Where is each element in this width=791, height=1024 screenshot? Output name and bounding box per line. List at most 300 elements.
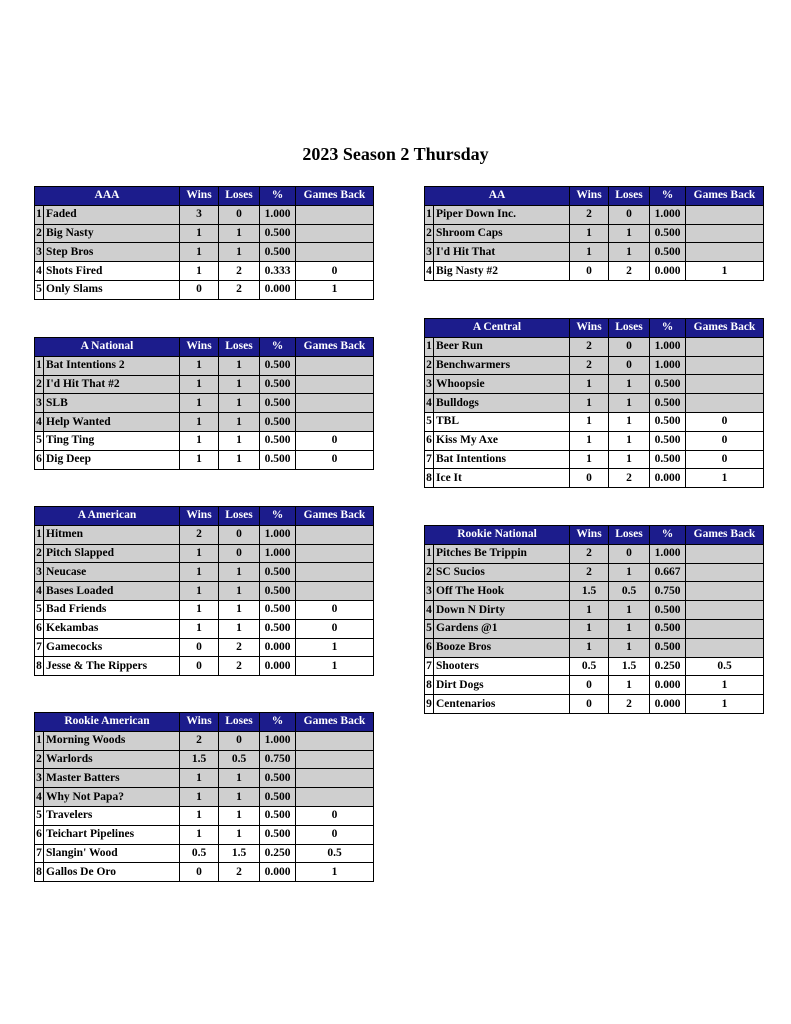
division-header: A Central [425, 319, 570, 338]
loses-cell: 0 [219, 525, 260, 544]
pct-cell: 0.000 [650, 469, 686, 488]
pct-cell: 0.500 [260, 582, 296, 601]
games-back-cell [686, 224, 764, 243]
pct-cell: 0.500 [260, 413, 296, 432]
team-name: Down N Dirty [434, 601, 570, 620]
table-row [425, 582, 764, 601]
games-back-cell [686, 337, 764, 356]
team-name: Shots Fired [44, 262, 180, 281]
table-header-row [425, 526, 764, 545]
games-back-cell: 0 [296, 825, 374, 844]
loses-cell: 0.5 [219, 750, 260, 769]
loses-cell: 2 [219, 657, 260, 676]
table-row [35, 619, 374, 638]
rank-cell: 6 [35, 619, 44, 638]
rank-cell: 5 [35, 431, 44, 450]
rank-cell: 1 [425, 337, 434, 356]
pct-cell: 1.000 [650, 337, 686, 356]
standings-table [34, 712, 374, 882]
games-back-cell: 0 [296, 262, 374, 281]
pct-cell: 1.000 [650, 205, 686, 224]
pct-cell: 0.500 [650, 412, 686, 431]
team-name: Gamecocks [44, 638, 180, 657]
wins-cell: 1 [570, 394, 609, 413]
rank-cell: 5 [425, 412, 434, 431]
rank-cell: 2 [35, 544, 44, 563]
pct-cell: 0.500 [650, 619, 686, 638]
games-back-cell: 1 [686, 695, 764, 714]
loses-cell: 1 [609, 412, 650, 431]
loses-cell: 2 [219, 638, 260, 657]
wins-cell: 2 [570, 337, 609, 356]
pct-header: % [260, 713, 296, 732]
table-row [425, 544, 764, 563]
loses-cell: 1 [219, 563, 260, 582]
pct-cell: 0.000 [650, 676, 686, 695]
table-row [425, 676, 764, 695]
table-row [35, 375, 374, 394]
wins-cell: 2 [570, 205, 609, 224]
games-back-cell: 0.5 [686, 657, 764, 676]
pct-cell: 0.250 [650, 657, 686, 676]
games-back-cell [686, 205, 764, 224]
wins-cell: 1 [180, 413, 219, 432]
loses-header: Loses [609, 526, 650, 545]
loses-cell: 1 [609, 450, 650, 469]
table-row [425, 375, 764, 394]
rank-cell: 4 [425, 262, 434, 281]
loses-cell: 0 [219, 205, 260, 224]
rank-cell: 1 [425, 544, 434, 563]
table-row [35, 224, 374, 243]
pct-header: % [260, 507, 296, 526]
wins-cell: 0.5 [180, 844, 219, 863]
wins-cell: 1 [570, 450, 609, 469]
wins-cell: 1 [570, 224, 609, 243]
team-name: Pitches Be Trippin [434, 544, 570, 563]
games-back-cell: 0 [296, 619, 374, 638]
rank-cell: 2 [425, 356, 434, 375]
loses-cell: 1 [219, 224, 260, 243]
rank-cell: 5 [425, 619, 434, 638]
loses-cell: 2 [219, 262, 260, 281]
team-name: Travelers [44, 806, 180, 825]
pct-cell: 0.333 [260, 262, 296, 281]
pct-cell: 0.500 [260, 450, 296, 469]
team-name: I'd Hit That #2 [44, 375, 180, 394]
wins-header: Wins [180, 338, 219, 357]
pct-cell: 0.000 [260, 280, 296, 299]
wins-cell: 1.5 [180, 750, 219, 769]
pct-cell: 1.000 [260, 525, 296, 544]
wins-cell: 0 [570, 695, 609, 714]
rank-cell: 1 [425, 205, 434, 224]
pct-cell: 0.000 [650, 262, 686, 281]
table-row [35, 638, 374, 657]
wins-cell: 1 [180, 825, 219, 844]
standings-table [424, 525, 764, 714]
rank-cell: 5 [35, 600, 44, 619]
pct-header: % [650, 526, 686, 545]
rank-cell: 1 [35, 731, 44, 750]
table-row [35, 657, 374, 676]
pct-cell: 0.000 [260, 657, 296, 676]
team-name: Bases Loaded [44, 582, 180, 601]
rank-cell: 2 [425, 224, 434, 243]
team-name: Shooters [434, 657, 570, 676]
team-name: Bad Friends [44, 600, 180, 619]
wins-cell: 1 [180, 582, 219, 601]
rank-cell: 3 [425, 582, 434, 601]
table-row [425, 394, 764, 413]
table-row [35, 525, 374, 544]
table-row [35, 431, 374, 450]
pct-cell: 0.000 [260, 863, 296, 882]
wins-header: Wins [180, 187, 219, 206]
team-name: Kiss My Axe [434, 431, 570, 450]
pct-cell: 0.500 [260, 431, 296, 450]
team-name: Dirt Dogs [434, 676, 570, 695]
team-name: Big Nasty [44, 224, 180, 243]
games-back-cell [686, 638, 764, 657]
loses-cell: 1 [219, 582, 260, 601]
wins-cell: 1 [180, 394, 219, 413]
team-name: Jesse & The Rippers [44, 657, 180, 676]
pct-cell: 0.500 [260, 769, 296, 788]
games-back-cell [686, 375, 764, 394]
rank-cell: 6 [425, 638, 434, 657]
games-back-header: Games Back [686, 319, 764, 338]
games-back-cell: 0 [296, 431, 374, 450]
team-name: Bat Intentions [434, 450, 570, 469]
pct-cell: 0.000 [260, 638, 296, 657]
games-back-cell: 1 [296, 638, 374, 657]
games-back-cell: 1 [296, 280, 374, 299]
rank-cell: 7 [425, 450, 434, 469]
loses-cell: 1 [609, 431, 650, 450]
pct-cell: 0.500 [260, 375, 296, 394]
wins-cell: 1 [180, 431, 219, 450]
team-name: Pitch Slapped [44, 544, 180, 563]
games-back-cell [296, 224, 374, 243]
loses-cell: 1 [219, 243, 260, 262]
games-back-cell: 0 [296, 806, 374, 825]
team-name: Centenarios [434, 695, 570, 714]
rank-cell: 1 [35, 356, 44, 375]
table-header-row [35, 507, 374, 526]
pct-cell: 0.500 [650, 394, 686, 413]
table-row [35, 769, 374, 788]
team-name: Step Bros [44, 243, 180, 262]
wins-cell: 1 [180, 806, 219, 825]
table-row [425, 224, 764, 243]
pct-cell: 0.500 [260, 600, 296, 619]
pct-cell: 0.500 [260, 356, 296, 375]
rank-cell: 2 [35, 375, 44, 394]
games-back-cell: 0.5 [296, 844, 374, 863]
games-back-cell [686, 619, 764, 638]
games-back-cell: 1 [686, 469, 764, 488]
rank-cell: 3 [35, 769, 44, 788]
team-name: TBL [434, 412, 570, 431]
table-row [425, 601, 764, 620]
rank-cell: 4 [35, 788, 44, 807]
loses-cell: 1 [609, 619, 650, 638]
division-header: Rookie National [425, 526, 570, 545]
loses-header: Loses [219, 187, 260, 206]
table-row [425, 431, 764, 450]
loses-cell: 1 [609, 375, 650, 394]
loses-cell: 0 [609, 205, 650, 224]
rank-cell: 8 [35, 863, 44, 882]
wins-header: Wins [570, 319, 609, 338]
loses-cell: 1 [219, 413, 260, 432]
pct-cell: 1.000 [260, 205, 296, 224]
loses-cell: 1 [609, 563, 650, 582]
rank-cell: 5 [35, 806, 44, 825]
rank-cell: 4 [425, 601, 434, 620]
rank-cell: 3 [35, 394, 44, 413]
team-name: Faded [44, 205, 180, 224]
pct-header: % [650, 187, 686, 206]
loses-cell: 2 [219, 280, 260, 299]
wins-cell: 1.5 [570, 582, 609, 601]
table-row [425, 356, 764, 375]
pct-cell: 0.500 [260, 563, 296, 582]
wins-cell: 0 [180, 280, 219, 299]
division-header: Rookie American [35, 713, 180, 732]
team-name: Master Batters [44, 769, 180, 788]
pct-cell: 0.500 [260, 224, 296, 243]
loses-cell: 1 [219, 825, 260, 844]
table-row [35, 544, 374, 563]
loses-cell: 1.5 [219, 844, 260, 863]
wins-cell: 2 [570, 356, 609, 375]
pct-cell: 0.500 [260, 394, 296, 413]
loses-cell: 0.5 [609, 582, 650, 601]
games-back-cell [296, 394, 374, 413]
division-header: A National [35, 338, 180, 357]
wins-cell: 0.5 [570, 657, 609, 676]
team-name: Ting Ting [44, 431, 180, 450]
rank-cell: 4 [35, 413, 44, 432]
games-back-header: Games Back [686, 526, 764, 545]
standings-table [34, 337, 374, 470]
loses-cell: 1 [219, 600, 260, 619]
loses-cell: 1 [609, 224, 650, 243]
team-name: Only Slams [44, 280, 180, 299]
pct-cell: 1.000 [650, 356, 686, 375]
loses-cell: 2 [609, 262, 650, 281]
games-back-cell [686, 563, 764, 582]
rank-cell: 3 [425, 375, 434, 394]
games-back-header: Games Back [296, 713, 374, 732]
page-title: 2023 Season 2 Thursday [302, 144, 489, 164]
table-row [35, 563, 374, 582]
wins-cell: 1 [180, 375, 219, 394]
wins-cell: 3 [180, 205, 219, 224]
wins-header: Wins [570, 526, 609, 545]
pct-cell: 1.000 [260, 544, 296, 563]
loses-cell: 0 [609, 544, 650, 563]
loses-header: Loses [609, 319, 650, 338]
pct-cell: 0.500 [260, 788, 296, 807]
table-row [425, 638, 764, 657]
wins-cell: 0 [180, 657, 219, 676]
games-back-cell: 0 [296, 450, 374, 469]
team-name: Gallos De Oro [44, 863, 180, 882]
pct-cell: 0.500 [650, 638, 686, 657]
loses-cell: 1 [219, 356, 260, 375]
pct-cell: 1.000 [260, 731, 296, 750]
loses-header: Loses [219, 507, 260, 526]
loses-header: Loses [219, 713, 260, 732]
games-back-cell: 0 [686, 431, 764, 450]
wins-cell: 1 [570, 431, 609, 450]
table-row [35, 262, 374, 281]
loses-cell: 1 [219, 769, 260, 788]
games-back-cell [296, 544, 374, 563]
wins-cell: 1 [180, 356, 219, 375]
rank-cell: 7 [425, 657, 434, 676]
rank-cell: 9 [425, 695, 434, 714]
pct-cell: 0.500 [260, 825, 296, 844]
division-header: AA [425, 187, 570, 206]
loses-cell: 1.5 [609, 657, 650, 676]
table-row [35, 788, 374, 807]
rank-cell: 2 [35, 750, 44, 769]
standings-table [34, 186, 374, 300]
table-row [35, 243, 374, 262]
wins-cell: 1 [180, 243, 219, 262]
wins-cell: 2 [180, 525, 219, 544]
games-back-cell [296, 563, 374, 582]
loses-cell: 1 [219, 394, 260, 413]
team-name: I'd Hit That [434, 243, 570, 262]
wins-cell: 1 [180, 619, 219, 638]
wins-cell: 1 [180, 769, 219, 788]
wins-cell: 0 [180, 638, 219, 657]
standings-table [424, 186, 764, 281]
table-header-row [35, 338, 374, 357]
wins-cell: 1 [570, 619, 609, 638]
team-name: Warlords [44, 750, 180, 769]
wins-cell: 0 [570, 676, 609, 695]
wins-header: Wins [570, 187, 609, 206]
games-back-cell: 1 [686, 676, 764, 695]
rank-cell: 6 [35, 450, 44, 469]
team-name: Benchwarmers [434, 356, 570, 375]
rank-cell: 3 [35, 563, 44, 582]
wins-cell: 2 [570, 544, 609, 563]
team-name: Slangin' Wood [44, 844, 180, 863]
wins-cell: 0 [570, 262, 609, 281]
team-name: Booze Bros [434, 638, 570, 657]
games-back-header: Games Back [296, 187, 374, 206]
wins-header: Wins [180, 507, 219, 526]
table-row [35, 600, 374, 619]
pct-cell: 0.667 [650, 563, 686, 582]
team-name: Bulldogs [434, 394, 570, 413]
games-back-cell [296, 788, 374, 807]
loses-cell: 0 [609, 337, 650, 356]
table-header-row [425, 187, 764, 206]
pct-header: % [260, 338, 296, 357]
pct-cell: 0.000 [650, 695, 686, 714]
wins-cell: 1 [570, 243, 609, 262]
team-name: Ice It [434, 469, 570, 488]
table-row [35, 356, 374, 375]
wins-cell: 0 [570, 469, 609, 488]
wins-cell: 2 [180, 731, 219, 750]
table-row [425, 619, 764, 638]
games-back-cell [296, 356, 374, 375]
games-back-cell [296, 413, 374, 432]
games-back-cell [686, 544, 764, 563]
table-row [425, 412, 764, 431]
pct-cell: 0.500 [650, 601, 686, 620]
wins-cell: 1 [570, 412, 609, 431]
wins-cell: 1 [180, 544, 219, 563]
rank-cell: 3 [425, 243, 434, 262]
loses-header: Loses [609, 187, 650, 206]
rank-cell: 3 [35, 243, 44, 262]
rank-cell: 4 [425, 394, 434, 413]
table-row [425, 657, 764, 676]
rank-cell: 1 [35, 525, 44, 544]
pct-cell: 0.750 [650, 582, 686, 601]
team-name: Off The Hook [434, 582, 570, 601]
games-back-cell: 0 [296, 600, 374, 619]
games-back-cell [296, 750, 374, 769]
rank-cell: 2 [35, 224, 44, 243]
pct-cell: 0.500 [650, 224, 686, 243]
rank-cell: 7 [35, 638, 44, 657]
loses-cell: 1 [219, 619, 260, 638]
games-back-cell [296, 375, 374, 394]
pct-header: % [260, 187, 296, 206]
table-header-row [35, 187, 374, 206]
loses-cell: 2 [219, 863, 260, 882]
games-back-cell: 1 [296, 657, 374, 676]
loses-cell: 0 [219, 544, 260, 563]
rank-cell: 1 [35, 205, 44, 224]
table-row [35, 205, 374, 224]
games-back-cell [686, 356, 764, 375]
loses-cell: 1 [609, 676, 650, 695]
pct-header: % [650, 319, 686, 338]
rank-cell: 7 [35, 844, 44, 863]
loses-cell: 1 [609, 638, 650, 657]
loses-cell: 1 [219, 806, 260, 825]
pct-cell: 0.500 [650, 450, 686, 469]
table-row [35, 863, 374, 882]
loses-cell: 1 [219, 375, 260, 394]
table-row [425, 695, 764, 714]
games-back-cell: 0 [686, 450, 764, 469]
games-back-header: Games Back [296, 338, 374, 357]
team-name: Help Wanted [44, 413, 180, 432]
table-row [425, 563, 764, 582]
games-back-cell [686, 601, 764, 620]
standings-table [424, 318, 764, 488]
wins-cell: 1 [570, 601, 609, 620]
wins-cell: 1 [570, 375, 609, 394]
team-name: Hitmen [44, 525, 180, 544]
wins-cell: 0 [180, 863, 219, 882]
games-back-cell [296, 769, 374, 788]
division-header: A American [35, 507, 180, 526]
